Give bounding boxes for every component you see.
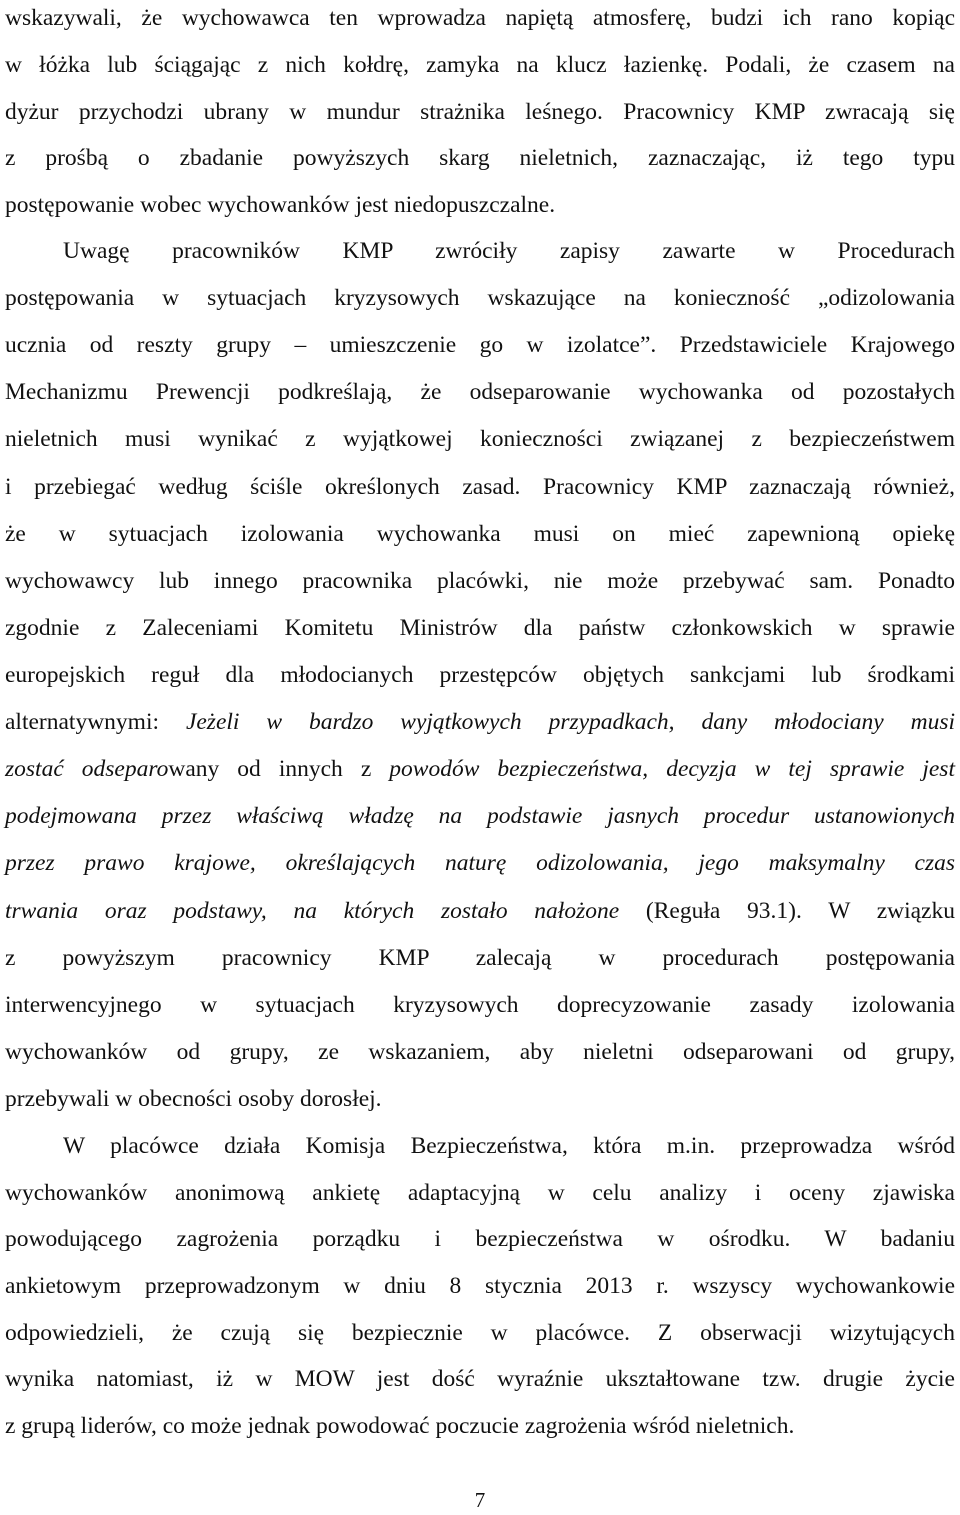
italic-text: zostać odseparo [5,756,169,782]
text-run: wychowawcy lub innego pracownika placówki, nie może przebywać sam. Ponadto [5,568,955,594]
text-run: ucznia od reszty grupy – umieszczenie go w izolatce”. Przedstawiciele Krajowego [5,332,955,358]
text-run: odpowiedzieli, że czują się bezpiecznie w placówce. Z obserwacji wizytujących [5,1320,955,1346]
paragraph-2-line [5,896,955,926]
paragraph-2-line [5,377,955,407]
text-run: i przebiegać według ściśle określonych zasad. Pracownicy KMP zaznaczają również, [5,474,955,500]
paragraph-2-line [5,660,955,690]
text-run: zgodnie z Zaleceniami Komitetu Ministrów dla państw członkowskich w sprawie [5,615,955,641]
text-run: powodującego zagrożenia porządku i bezpieczeństwa w ośrodku. W badaniu [5,1226,955,1252]
text-run: wynika natomiast, iż w MOW jest dość wyraźnie ukształtowane tzw. drugie życie [5,1366,955,1392]
paragraph-3-line [5,1364,955,1394]
text-run: że w sytuacjach izolowania wychowanka musi on mieć zapewnioną opiekę [5,521,955,547]
italic-text: podejmowana przez właściwą władzę na podstawie jasnych procedur ustanowionych [5,803,955,829]
text-run: europejskich reguł dla młodocianych przestępców objętych sankcjami lub środkami [5,662,955,688]
text-run: interwencyjnego w sytuacjach kryzysowych doprecyzowanie zasady izolowania [5,992,955,1018]
italic-text: Jeżeli w bardzo wyjątkowych przypadkach, dany młodociany musi [185,709,956,735]
paragraph-2-line [5,1084,955,1114]
paragraph-3-line [5,1178,955,1208]
text-run: wychowanków anonimową ankietę adaptacyjną w celu analizy i oceny zjawiska [5,1180,955,1206]
paragraph-2-line [5,613,955,643]
paragraph-3-line [5,1224,955,1254]
paragraph-3-line [5,1411,955,1441]
paragraph-2-line [5,990,955,1020]
paragraph-2-line [5,943,955,973]
paragraph-2-line [5,801,955,831]
paragraph-2-line [5,472,955,502]
paragraph-2-line [5,283,955,313]
text-run: alternatywnymi: [5,709,186,735]
paragraph-2-line [5,519,955,549]
paragraph-1-line [5,97,955,127]
text-run: z prośbą o zbadanie powyższych skarg nieletnich, zaznaczając, iż tego typu [5,145,955,171]
paragraph-2-line [63,236,955,266]
paragraph-1-line [5,143,955,173]
italic-text: przez prawo krajowe, określających naturę odizolowania, jego maksymalny czas [5,850,955,876]
text-run: dyżur przychodzi ubrany w mundur strażnika leśnego. Pracownicy KMP zwracają się [5,99,955,125]
paragraph-2-line [5,330,955,360]
paragraph-3-line [5,1271,955,1301]
text-run: nieletnich musi wynikać z wyjątkowej konieczności związanej z bezpieczeństwem [5,426,955,452]
text-run: w łóżka lub ściągając z nich kołdrę, zamyka na klucz łazienkę. Podali, że czasem na [5,52,955,78]
paragraph-3-line [63,1131,955,1161]
text-run: postępowania w sytuacjach kryzysowych wskazujące na konieczność „odizolowania [5,285,955,311]
italic-text: trwania oraz podstawy, na których zostało nałożone [5,898,620,924]
paragraph-2-line [5,566,955,596]
paragraph-3-line [5,1318,955,1348]
paragraph-2-line [5,707,955,737]
paragraph-2-line [5,1037,955,1067]
text-run: wany od innych z [168,756,390,782]
text-run: z grupą liderów, co może jednak powodować poczucie zagrożenia wśród nieletnich. [5,1413,795,1439]
text-run: przebywali w obecności osoby dorosłej. [5,1086,382,1112]
paragraph-2-line [5,424,955,454]
text-run: postępowanie wobec wychowanków jest niedopuszczalne. [5,192,556,218]
paragraph-2-line [5,754,955,784]
text-run: wskazywali, że wychowawca ten wprowadza napiętą atmosferę, budzi ich rano kopiąc [5,5,955,31]
italic-text: powodów bezpieczeństwa, decyzja w tej sprawie jest [389,756,955,782]
page-number: 7 [474,1488,486,1512]
text-run: W placówce działa Komisja Bezpieczeństwa, która m.in. przeprowadza wśród [63,1133,955,1159]
text-run: wychowanków od grupy, ze wskazaniem, aby nieletni odseparowani od grupy, [5,1039,955,1065]
text-run: Mechanizmu Prewencji podkreślają, że odseparowanie wychowanka od pozostałych [5,379,955,405]
text-run: z powyższym pracownicy KMP zalecają w procedurach postępowania [5,945,955,971]
paragraph-1-line [5,3,955,33]
text-run: ankietowym przeprowadzonym w dniu 8 stycznia 2013 r. wszyscy wychowankowie [5,1273,955,1299]
paragraph-1-line [5,50,955,80]
text-run: (Reguła 93.1). W związku [619,898,955,924]
paragraph-2-line [5,848,955,878]
paragraph-1-line [5,190,955,220]
text-run: Uwagę pracowników KMP zwróciły zapisy zawarte w Procedurach [63,238,955,264]
